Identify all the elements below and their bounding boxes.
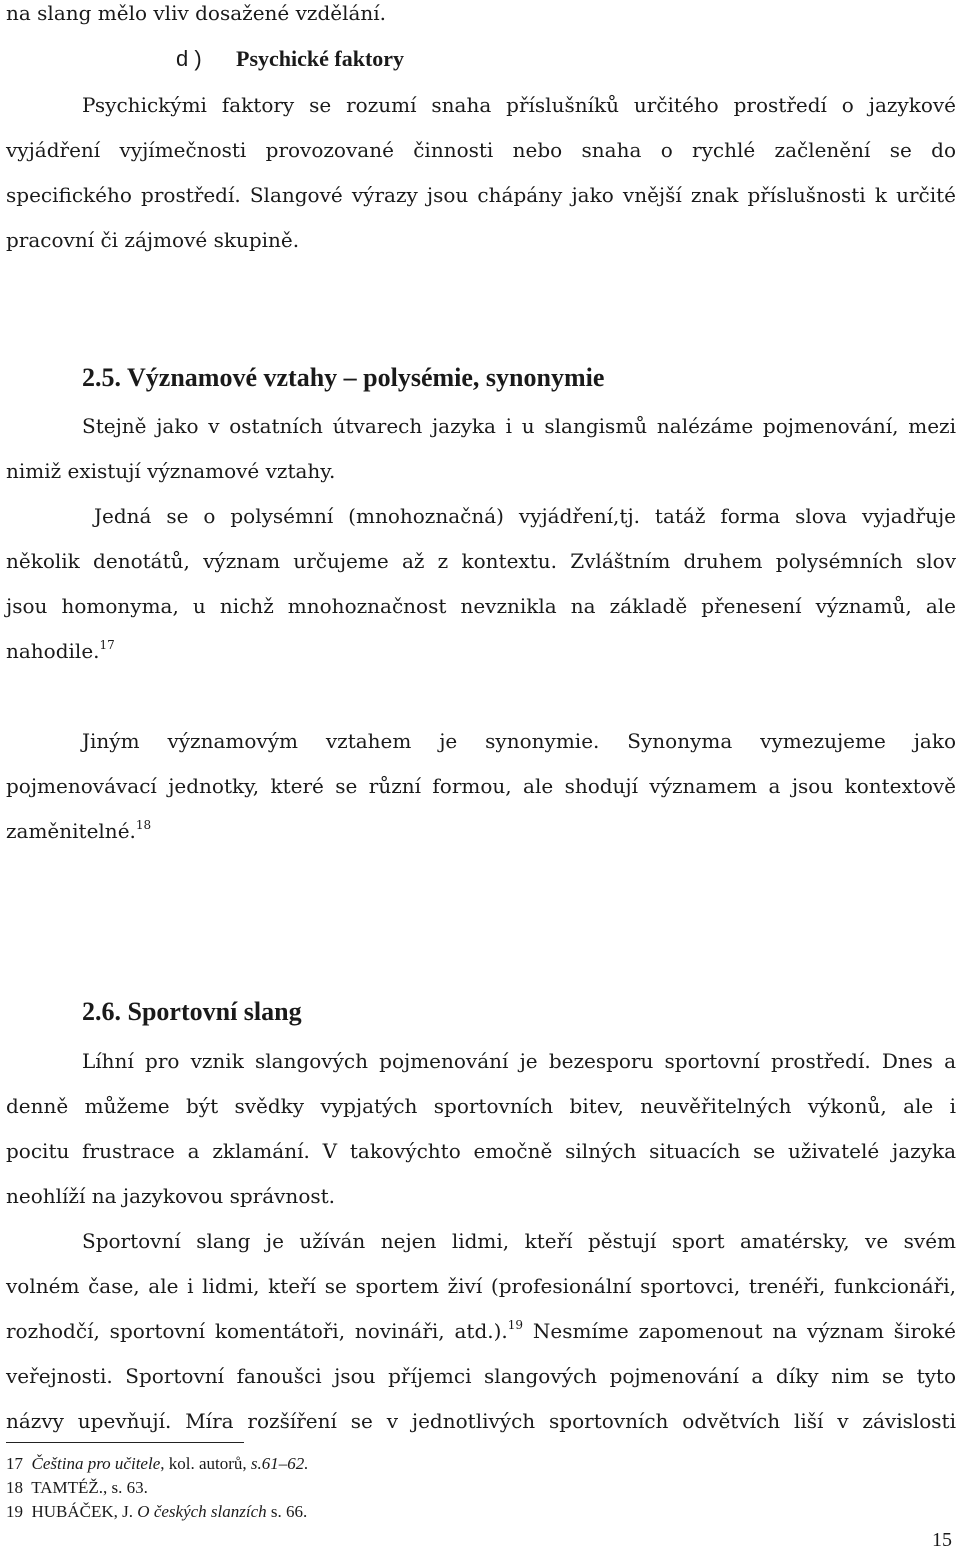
text-line: zaměnitelné.$^{18}$ xyxy=(6,818,152,843)
footnote-ref: 19 xyxy=(507,1318,524,1332)
text-line: pracovní či zájmové skupině. xyxy=(6,228,300,252)
text-line: Líhní pro vznik slangových pojmenování je bezesporu sportovní prostředí. Dnes a xyxy=(82,1049,956,1073)
text-line: rozhodčí, sportovní komentátoři, novináři, atd.).$^{19}$ Nesmíme zapomenout na význam široké xyxy=(6,1318,956,1343)
footnote: 19 HUBÁČEK, J. O českých slanzích s. 66. xyxy=(6,1502,308,1521)
text-line: specifického prostředí. Slangové výrazy jsou chápány jako vnější znak příslušnosti k určité xyxy=(6,183,956,207)
footnote-ref: 18 xyxy=(135,818,152,832)
sub-heading: Psychické faktory xyxy=(236,46,405,71)
text-line: veřejnosti. Sportovní fanoušci jsou příjemci slangových pojmenování a díky nim se tyto xyxy=(6,1364,956,1388)
section-heading: 2.5. Významové vztahy – polysémie, synonymie xyxy=(82,363,605,392)
text-line: na slang mělo vliv dosažené vzdělání. xyxy=(6,1,387,25)
list-marker: d ) xyxy=(176,46,202,71)
text-line: Stejně jako v ostatních útvarech jazyka i u slangismů nalézáme pojmenování, mezi xyxy=(82,414,956,438)
footnote: 18 TAMTÉŽ., s. 63. xyxy=(6,1478,148,1497)
text-line: Psychickými faktory se rozumí snaha příslušníků určitého prostředí o jazykové xyxy=(82,93,956,117)
footnote-separator xyxy=(6,1442,244,1443)
text-line: několik denotátů, význam určujeme až z kontextu. Zvláštním druhem polysémních slov xyxy=(6,549,956,573)
text-line: Sportovní slang je užíván nejen lidmi, kteří pěstují sport amatérsky, ve svém xyxy=(82,1229,956,1253)
page-number: 15 xyxy=(932,1529,952,1551)
text-line: denně můžeme být svědky vypjatých sportovních bitev, neuvěřitelných výkonů, ale i xyxy=(6,1094,956,1118)
text-line: pojmenovávací jednotky, které se různí formou, ale shodují významem a jsou kontextově xyxy=(6,774,956,798)
text-line: nahodile.$^{17}$ xyxy=(6,638,115,663)
text-line: volném čase, ale i lidmi, kteří se sportem živí (profesionální sportovci, trenéři, funkcionáři, xyxy=(6,1274,956,1298)
text-line: nimiž existují významové vztahy. xyxy=(6,459,336,483)
section-heading: 2.6. Sportovní slang xyxy=(82,997,302,1026)
text-line: jsou homonyma, u nichž mnohoznačnost nevznikla na základě přenesení významů, ale xyxy=(6,594,956,618)
footnote-ref: 17 xyxy=(99,638,115,652)
text-line: pocitu frustrace a zklamání. V takovýchto emočně silných situacích se uživatelé jazyka xyxy=(6,1139,956,1163)
text-line: Jiným významovým vztahem je synonymie. Synonyma vymezujeme jako xyxy=(82,729,956,753)
text-line: vyjádření vyjímečnosti provozované činnosti nebo snaha o rychlé začlenění se do xyxy=(6,138,956,162)
text-line: Jedná se o polysémní (mnohoznačná) vyjádření,tj. tatáž forma slova vyjadřuje xyxy=(94,504,956,528)
footnote: 17 Čeština pro učitele, kol. autorů, s.61–62. xyxy=(6,1454,309,1473)
text-line: neohlíží na jazykovou správnost. xyxy=(6,1184,336,1208)
text-line: názvy upevňují. Míra rozšíření se v jednotlivých sportovních odvětvích liší v závislosti xyxy=(6,1409,956,1433)
